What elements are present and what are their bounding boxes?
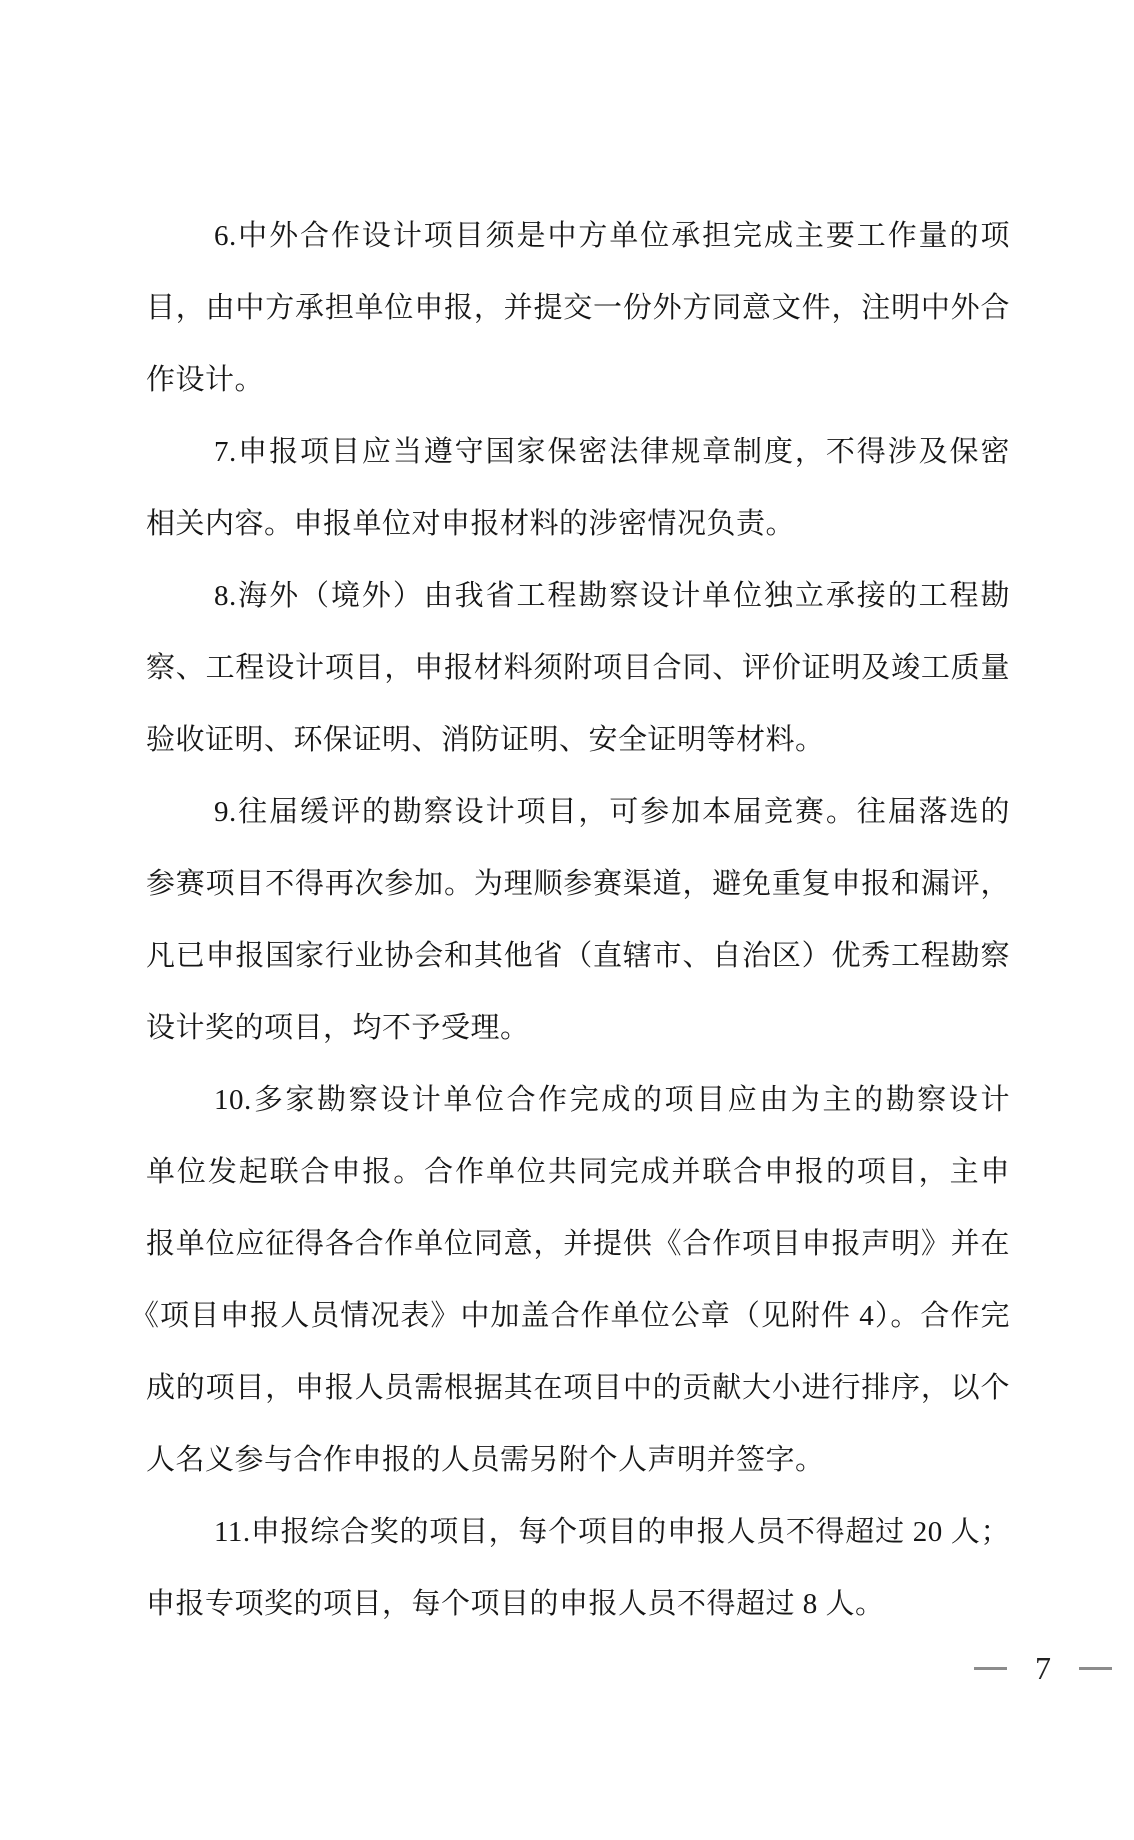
line-p6-2: 目，由中方承担单位申报，并提交一份外方同意文件，注明中外合 — [146, 292, 1010, 324]
page-number: 7 — [1035, 1650, 1051, 1686]
document-body — [130, 200, 1010, 1640]
line-p7-1: 7.申报项目应当遵守国家保密法律规章制度，不得涉及保密 — [214, 436, 1010, 468]
line-p8-2: 察、工程设计项目，申报材料须附项目合同、评价证明及竣工质量 — [146, 652, 1010, 684]
line-p11-2: 申报专项奖的项目，每个项目的申报人员不得超过 8 人。 — [146, 1588, 885, 1620]
line-p10-3: 报单位应征得各合作单位同意，并提供《合作项目申报声明》并在 — [146, 1228, 1010, 1260]
line-p9-4: 设计奖的项目，均不予受理。 — [146, 1012, 530, 1044]
line-p9-1: 9.往届缓评的勘察设计项目，可参加本届竞赛。往届落选的 — [214, 796, 1010, 828]
line-p9-2: 参赛项目不得再次参加。为理顺参赛渠道，避免重复申报和漏评， — [146, 868, 1010, 900]
line-p6-3: 作设计。 — [146, 364, 265, 396]
line-p8-3: 验收证明、环保证明、消防证明、安全证明等材料。 — [146, 724, 825, 756]
line-p11-1: 11.申报综合奖的项目，每个项目的申报人员不得超过 20 人； — [214, 1516, 1010, 1548]
line-p8-1: 8.海外（境外）由我省工程勘察设计单位独立承接的工程勘 — [214, 580, 1010, 612]
line-p10-6: 人名义参与合作申报的人员需另附个人声明并签字。 — [146, 1444, 825, 1476]
line-p10-1: 10.多家勘察设计单位合作完成的项目应由为主的勘察设计 — [214, 1084, 1010, 1116]
line-p7-2: 相关内容。申报单位对申报材料的涉密情况负责。 — [146, 508, 796, 540]
page-number-dash-right — [1079, 1667, 1112, 1670]
line-p10-5: 成的项目，申报人员需根据其在项目中的贡献大小进行排序，以个 — [146, 1372, 1010, 1404]
page-number-dash-left — [974, 1667, 1007, 1670]
page-footer — [974, 1648, 1112, 1688]
line-p6-1: 6.中外合作设计项目须是中方单位承担完成主要工作量的项 — [214, 220, 1010, 252]
line-p10-2: 单位发起联合申报。合作单位共同完成并联合申报的项目，主申 — [146, 1156, 1010, 1188]
line-p9-3: 凡已申报国家行业协会和其他省（直辖市、自治区）优秀工程勘察 — [146, 940, 1010, 972]
line-p10-4: 《项目申报人员情况表》中加盖合作单位公章（见附件 4）。合作完 — [130, 1300, 1010, 1332]
